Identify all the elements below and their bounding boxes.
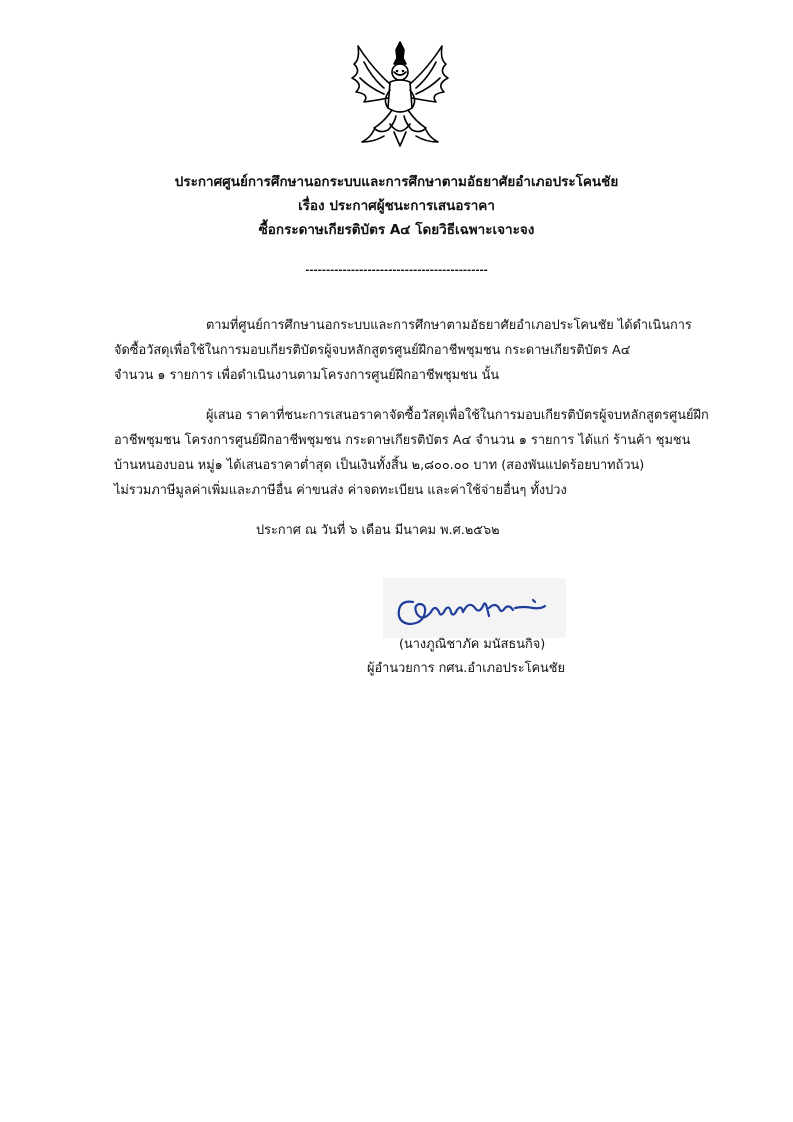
heading-purchase-title: ซื้อกระดาษเกียรติบัตร A๔ โดยวิธีเฉพาะเจาะจง [258, 222, 535, 238]
heading-organization: ประกาศศูนย์การศึกษานอกระบบและการศึกษาตามอัธยาศัยอำเภอประโคนชัย [174, 174, 619, 190]
paragraph1-line: จำนวน ๑ รายการ เพื่อดำเนินงานตามโครงการศูนย์ฝึกอาชีพชุมชน นั้น [114, 368, 500, 383]
paragraph2-line: ผู้เสนอ ราคาที่ชนะการเสนอราคาจัดซื้อวัสดุเพื่อใช้ในการมอบเกียรติบัตรผู้จบหลักสูตรศูนย์ฝึก [206, 408, 709, 423]
paragraph2-line: บ้านหนองบอน หมู่๑ ได้เสนอราคาต่ำสุด เป็นเงินทั้งสิ้น ๒,๘๐๐.๐๐ บาท (สองพันแปดร้อยบาทถ้วน) [114, 458, 645, 473]
paragraph2-line: อาชีพชุมชน โครงการศูนย์ฝึกอาชีพชุมชน กระดาษเกียรติบัตร A๔ จำนวน ๑ รายการ ได้แก่ ร้านค้า ชุมชน [114, 433, 691, 448]
paragraph2-line: ไม่รวมภาษีมูลค่าเพิ่มและภาษีอื่น ค่าขนส่ง ค่าจดทะเบียน และค่าใช้จ่ายอื่นๆ ทั้งปวง [114, 483, 567, 498]
signatory-position: ผู้อำนวยการ กศน.อำเภอประโคนชัย [367, 661, 565, 676]
paragraph1-line: ตามที่ศูนย์การศึกษานอกระบบและการศึกษาตามอัธยาศัยอำเภอประโคนชัย ได้ดำเนินการ [206, 318, 692, 333]
signatory-name: (นางภูณิชาภัค มนัสธนกิจ) [399, 637, 546, 652]
garuda-emblem-icon [344, 38, 456, 150]
paragraph1-line: จัดซื้อวัสดุเพื่อใช้ในการมอบเกียรติบัตรผู้จบหลักสูตรศูนย์ฝึกอาชีพชุมชน กระดาษเกียรติบัตร A๔ [114, 343, 631, 358]
divider-line: -------------------------------------------- [305, 265, 488, 276]
announcement-date: ประกาศ ณ วันที่ ๖ เดือน มีนาคม พ.ศ.๒๕๖๒ [256, 523, 500, 538]
heading-subject: เรื่อง ประกาศผู้ชนะการเสนอราคา [298, 198, 495, 214]
signature-image [383, 578, 566, 638]
